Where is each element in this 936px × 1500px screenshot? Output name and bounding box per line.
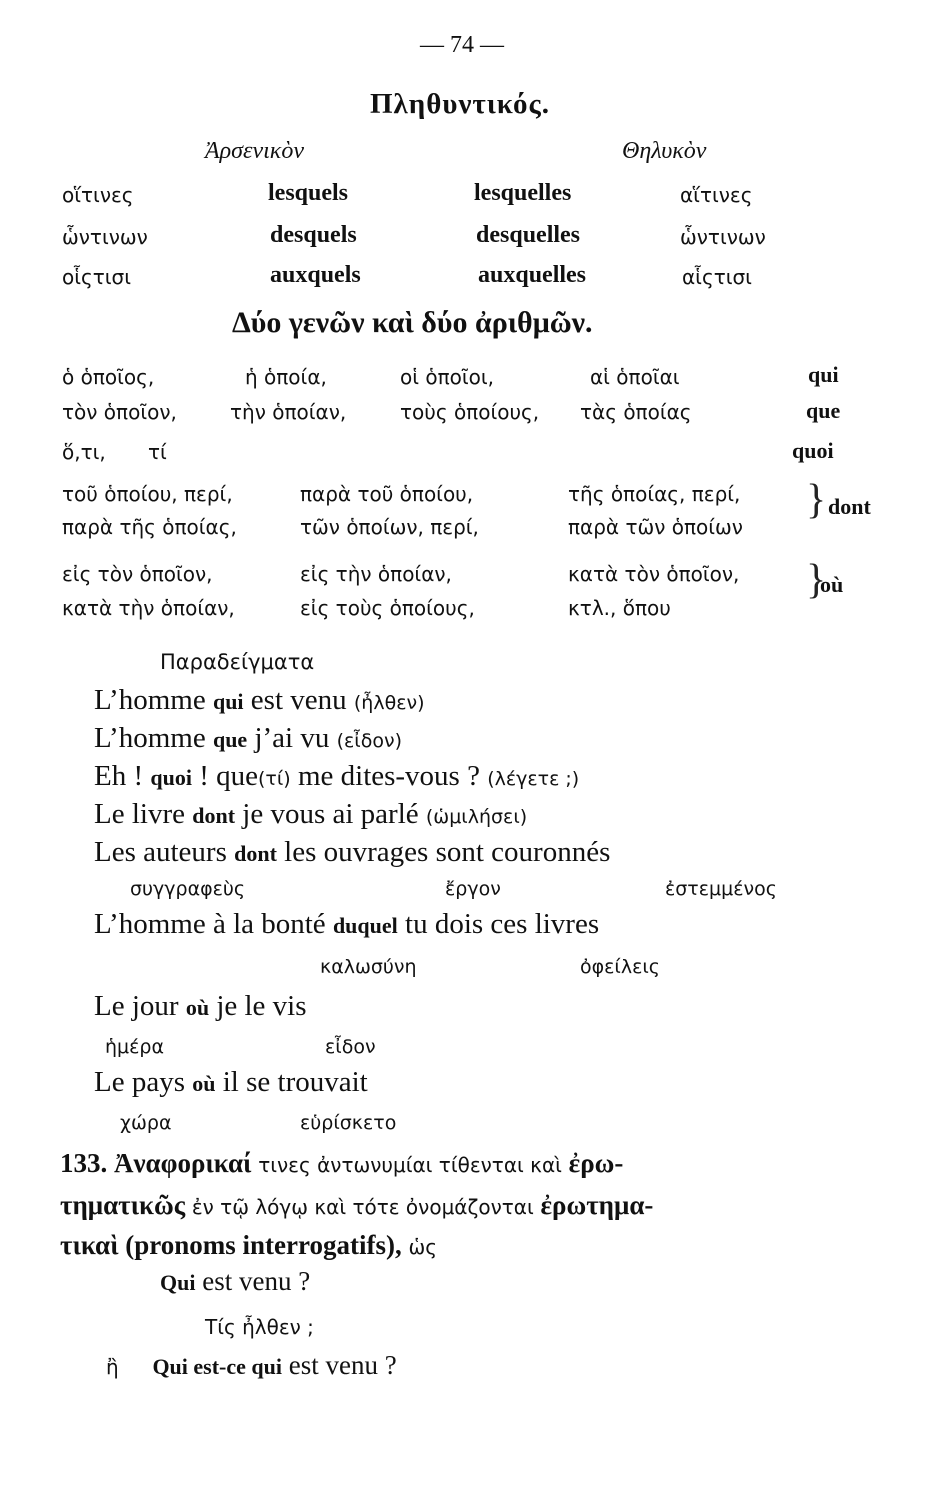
table-cell: desquelles: [476, 222, 581, 248]
table-cell: auxquelles: [478, 262, 587, 288]
table-cell: αἱ ὁποῖαι: [590, 365, 680, 389]
french-equivalent: où: [820, 572, 844, 597]
question-gloss: Τίς ἦλθεν ;: [205, 1315, 314, 1339]
table-cell: τὴν ὁποίαν,: [230, 400, 347, 424]
section-heading: Δύο γενῶν καὶ δύο ἀριθμῶν.: [232, 306, 593, 339]
table-cell: auxquels: [270, 262, 361, 288]
gloss: εἶδον: [325, 1036, 376, 1058]
page-number: — 74 —: [420, 32, 504, 58]
example-line: Les auteurs dont les ouvrages sont couronnés: [94, 836, 611, 868]
table-cell: τοῦ ὁποίου, περί,: [62, 482, 233, 506]
gloss: εὑρίσκετο: [300, 1112, 397, 1134]
table-cell: παρὰ τοῦ ὁποίου,: [300, 482, 474, 506]
french-equivalent: quoi: [792, 438, 834, 463]
table-cell: τῶν ὁποίων, περί,: [300, 515, 479, 539]
table-cell: αἵτινες: [680, 183, 753, 207]
table-cell: ὧντινων: [680, 225, 766, 249]
gloss: ἐστεμμένος: [665, 878, 777, 900]
gloss: συγγραφεὺς: [130, 878, 246, 900]
table-cell: τῆς ὁποίας, περί,: [568, 482, 741, 506]
french-equivalent: dont: [828, 494, 871, 519]
brace-dont: }: [806, 477, 827, 523]
paragraph-line: τικαὶ (pronoms interrogatifs), ὡς: [60, 1230, 437, 1260]
table-cell: οἷςτισι: [62, 265, 131, 289]
plural-heading: Πληθυντικός.: [370, 88, 551, 120]
example-line: Le jour où je le vis: [94, 990, 307, 1022]
example-line: Le pays où il se trouvait: [94, 1066, 368, 1098]
table-cell: τὸν ὁποῖον,: [62, 400, 177, 424]
masculine-label: Ἀρσενικὸν: [205, 138, 304, 164]
table-cell: τὰς ὁποίας: [580, 400, 692, 424]
table-cell: κατὰ τὴν ὁποίαν,: [62, 596, 235, 620]
table-cell: οἵτινες: [62, 183, 134, 207]
table-cell: κτλ., ὅπου: [568, 596, 671, 620]
table-cell: εἰς τοὺς ὁποίους,: [300, 596, 475, 620]
table-cell: κατὰ τὸν ὁποῖον,: [568, 562, 740, 586]
example-line: L’homme à la bonté duquel tu dois ces livres: [94, 908, 600, 940]
table-cell: παρὰ τῶν ὁποίων: [568, 515, 743, 539]
table-cell: εἰς τὴν ὁποίαν,: [300, 562, 452, 586]
gloss: χώρα: [120, 1112, 172, 1134]
paragraph-line: 133. Ἀναφορικαί τινες ἀντωνυμίαι τίθενται καὶ ἐρω-: [60, 1148, 624, 1178]
table-cell: ὁ ὁποῖος,: [62, 365, 155, 389]
table-cell: ὧντινων: [62, 225, 148, 249]
example-line: L’homme qui est venu (ἦλθεν): [94, 684, 425, 716]
brace-ou: }: [806, 557, 827, 603]
table-cell: ὅ,τι,: [62, 440, 106, 464]
paragraph-line: τηματικῶς ἐν τῷ λόγῳ καὶ τότε ὀνομάζονται ἐρωτημα-: [60, 1190, 654, 1220]
table-cell: αἷςτισι: [682, 265, 752, 289]
gloss: ἡμέρα: [105, 1036, 164, 1058]
table-cell: lesquels: [268, 180, 349, 206]
table-cell: ἡ ὁποία,: [245, 365, 327, 389]
table-cell: εἰς τὸν ὁποῖον,: [62, 562, 213, 586]
table-cell: τί: [148, 440, 167, 464]
table-cell: lesquelles: [474, 180, 572, 206]
table-cell: οἱ ὁποῖοι,: [400, 365, 495, 389]
feminine-label: Θηλυκὸν: [622, 138, 707, 164]
french-equivalent: que: [806, 398, 841, 423]
question-line: Qui est venu ?: [160, 1266, 311, 1296]
table-cell: desquels: [270, 222, 357, 248]
table-cell: τοὺς ὁποίους,: [400, 400, 540, 424]
example-line: Le livre dont je vous ai parlé (ὡμιλήσει): [94, 798, 528, 830]
gloss: ὀφείλεις: [580, 956, 660, 978]
gloss: ἔργον: [445, 878, 501, 900]
example-line: L’homme que j’ai vu (εἶδον): [94, 722, 402, 754]
french-equivalent: qui: [808, 362, 839, 387]
table-cell: παρὰ τῆς ὁποίας,: [62, 515, 237, 539]
examples-title: Παραδείγματα: [160, 650, 315, 674]
example-line: Eh ! quoi ! que(τί) me dites-vous ? (λέγετε ;): [94, 760, 580, 792]
question-line: ἢ Qui est-ce qui est venu ?: [106, 1350, 397, 1380]
gloss: καλωσύνη: [320, 956, 417, 978]
